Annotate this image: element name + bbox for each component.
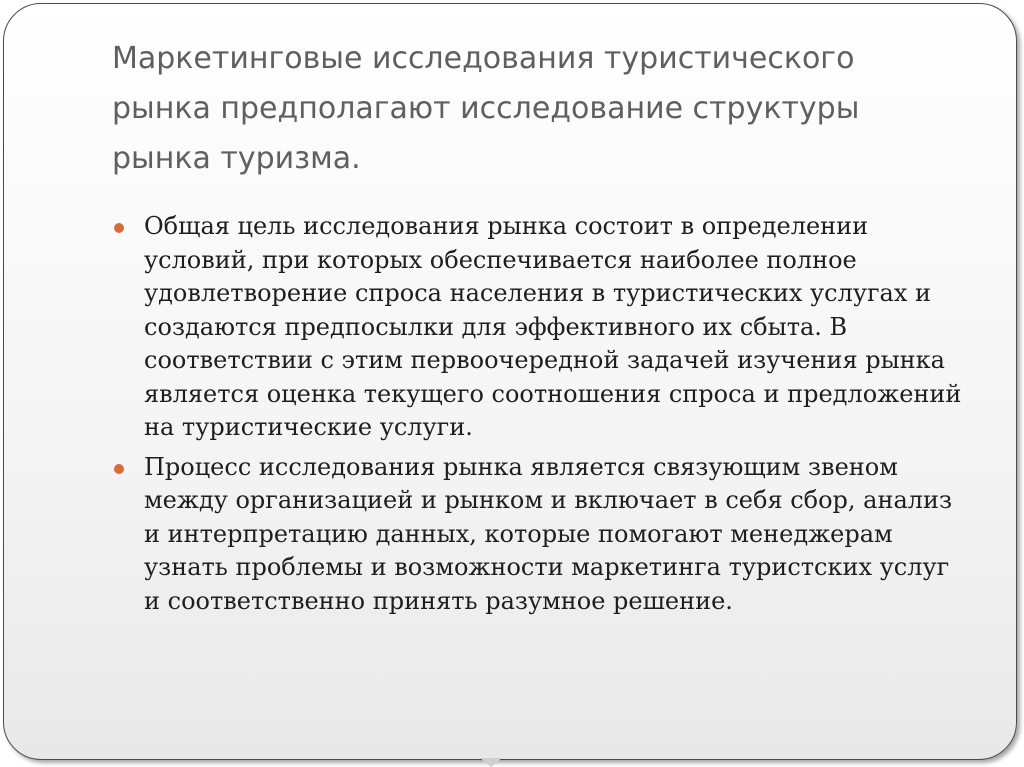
slide-tab-decoration <box>480 758 502 767</box>
bullet-item <box>112 210 967 445</box>
bullet-list <box>112 210 967 624</box>
slide-title: Маркетинговые исследования туристического рынка предполагают исследование структуры рынка туризма. <box>112 41 860 176</box>
bullet-item <box>112 451 967 619</box>
bullet-dot-icon <box>114 464 124 474</box>
bullet-dot-icon <box>114 223 124 233</box>
bullet-text: Процесс исследования рынка является связующим звеном между организацией и рынком и включает в себя сбор, анализ и интерпретацию данных, которые помогают менеджерам узнать проблемы и возможности маркетинга туристских услуг и соответственно принять разумное решение. <box>144 452 953 615</box>
bullet-text: Общая цель исследования рынка состоит в определении условий, при которых обеспечивается наиболее полное удовлетворение спроса населения в туристических услугах и создаются предпосылки для эффективного их сбыта. В соответствии с этим первоочередной задачей изучения рынка является оценка текущего соотношения спроса и предложений на туристические услуги. <box>144 212 962 441</box>
